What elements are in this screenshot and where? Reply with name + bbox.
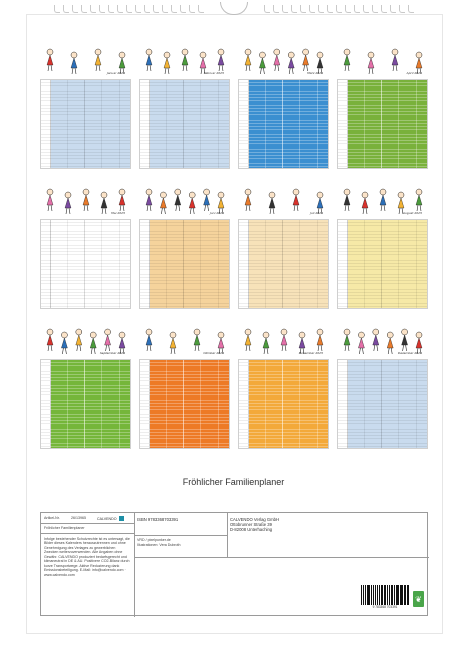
- spiral-ring: [273, 5, 279, 13]
- figure-body: [288, 58, 294, 68]
- figure-legs: [195, 345, 199, 351]
- figure-body: [90, 338, 96, 348]
- figure-body: [47, 195, 53, 205]
- figure-head: [175, 189, 181, 195]
- figure-head: [317, 192, 323, 198]
- spiral-ring: [399, 5, 405, 13]
- barcode-bar: [365, 585, 366, 605]
- figure-body: [358, 338, 364, 348]
- figure-body: [416, 195, 422, 205]
- spiral-ring: [117, 5, 123, 13]
- person-columns: [149, 80, 229, 168]
- spiral-ring: [171, 5, 177, 13]
- figure-legs: [147, 65, 151, 71]
- figure-body: [293, 195, 299, 205]
- spiral-ring: [81, 5, 87, 13]
- figure-body: [392, 55, 398, 65]
- figure-legs: [48, 205, 52, 211]
- figure-body: [164, 58, 170, 68]
- person-columns: [149, 220, 229, 308]
- month-label: Oktober 2025: [203, 351, 224, 355]
- spiral-ring: [189, 5, 195, 13]
- figure-head: [380, 189, 386, 195]
- figure-head: [299, 332, 305, 338]
- planner-grid: [139, 79, 230, 169]
- figure-legs: [246, 345, 250, 351]
- figure-legs: [264, 348, 268, 354]
- figure-head: [189, 192, 195, 198]
- barcode-bar: [361, 585, 362, 605]
- figure-legs: [48, 65, 52, 71]
- spiral-ring: [309, 5, 315, 13]
- product-title: Fröhlicher Familienplaner: [44, 526, 85, 530]
- figure-body: [245, 55, 251, 65]
- figure-head: [146, 189, 152, 195]
- figure-head: [293, 189, 299, 195]
- barcode-bar: [405, 585, 406, 605]
- publisher-street: Ottobrunner Straße 39: [230, 522, 272, 527]
- month-grid: [40, 42, 428, 456]
- month-1: [40, 42, 131, 176]
- spiral-ring: [390, 5, 396, 13]
- barcode-bar: [367, 585, 368, 605]
- figure-head: [218, 49, 224, 55]
- figure-body: [101, 198, 107, 208]
- figure-legs: [147, 205, 151, 211]
- spiral-ring: [363, 5, 369, 13]
- month-label: Februar 2025: [203, 71, 224, 75]
- figure-legs: [289, 68, 293, 74]
- figure-legs: [246, 65, 250, 71]
- barcode-bar: [400, 585, 401, 605]
- spiral-ring: [300, 5, 306, 13]
- month-10: [139, 322, 230, 456]
- figure-body: [47, 55, 53, 65]
- figure-legs: [176, 205, 180, 211]
- figure-head: [119, 189, 125, 195]
- figure-body: [416, 338, 422, 348]
- figure-head: [358, 332, 364, 338]
- figure-legs: [345, 205, 349, 211]
- barcode-bar: [381, 585, 383, 605]
- person-columns: [347, 220, 427, 308]
- person-columns: [347, 360, 427, 448]
- figure-head: [245, 189, 251, 195]
- figure-body: [76, 335, 82, 345]
- person-columns: [248, 220, 328, 308]
- barcode-bar: [385, 585, 386, 605]
- photo-credit: VRD / pixelpunker.de: [137, 538, 171, 542]
- figure-head: [344, 189, 350, 195]
- month-11: [238, 322, 329, 456]
- figure-head: [303, 49, 309, 55]
- month-label: August 2025: [402, 211, 422, 215]
- barcode-bar: [389, 585, 390, 605]
- figure-legs: [183, 65, 187, 71]
- figure-head: [119, 52, 125, 58]
- figure-legs: [345, 65, 349, 71]
- figure-body: [119, 338, 125, 348]
- figure-head: [71, 52, 77, 58]
- month-label: Juli 2025: [309, 211, 323, 215]
- spiral-ring: [126, 5, 132, 13]
- month-2: [139, 42, 230, 176]
- spiral-ring: [336, 5, 342, 13]
- spiral-ring: [327, 5, 333, 13]
- figure-legs: [171, 348, 175, 354]
- month-3: [238, 42, 329, 176]
- person-columns: [248, 360, 328, 448]
- figure-body: [119, 58, 125, 68]
- figure-body: [175, 195, 181, 205]
- spiral-ring: [318, 5, 324, 13]
- month-label: Juni 2025: [209, 211, 224, 215]
- barcode-bar: [397, 585, 398, 605]
- figure-head: [101, 192, 107, 198]
- figure-body: [398, 198, 404, 208]
- figure-body: [160, 198, 166, 208]
- figure-legs: [190, 208, 194, 214]
- figure-body: [259, 58, 265, 68]
- spiral-ring: [282, 5, 288, 13]
- month-label: Dezember 2025: [397, 351, 422, 355]
- figure-body: [245, 195, 251, 205]
- figure-head: [269, 192, 275, 198]
- figure-body: [416, 58, 422, 68]
- isbn: ISBN 9783368703391: [137, 517, 179, 522]
- spiral-ring: [144, 5, 150, 13]
- planner-grid: [337, 359, 428, 449]
- month-7: [238, 182, 329, 316]
- planner-grid: [40, 219, 131, 309]
- figure-body: [368, 58, 374, 68]
- publisher-city: D-82008 Unterhaching: [230, 527, 273, 532]
- month-label: April 2025: [406, 71, 422, 75]
- figure-head: [47, 329, 53, 335]
- figure-body: [362, 198, 368, 208]
- barcode-number: 9 783368 703391: [372, 605, 398, 609]
- figure-body: [182, 55, 188, 65]
- figure-head: [105, 329, 111, 335]
- person-columns: [347, 80, 427, 168]
- figure-body: [146, 195, 152, 205]
- figure-body: [105, 335, 111, 345]
- figure-head: [95, 49, 101, 55]
- spiral-ring: [63, 5, 69, 13]
- illustration-credit: Illustrationen: Vera Dubroth: [137, 543, 181, 547]
- spiral-ring: [135, 5, 141, 13]
- figure-head: [288, 52, 294, 58]
- figure-body: [344, 195, 350, 205]
- figure-legs: [62, 348, 66, 354]
- figure-legs: [77, 345, 81, 351]
- figure-head: [344, 49, 350, 55]
- figure-legs: [102, 208, 106, 214]
- figure-head: [387, 332, 393, 338]
- barcode-bar: [363, 585, 364, 605]
- figure-body: [387, 338, 393, 348]
- figure-head: [146, 49, 152, 55]
- publisher-name: CALVENDO Verlag GmbH: [230, 517, 280, 522]
- barcode-bar: [407, 585, 409, 605]
- figure-head: [344, 329, 350, 335]
- figure-head: [76, 329, 82, 335]
- person-columns: [50, 80, 130, 168]
- figure-legs: [270, 208, 274, 214]
- planner-grid: [40, 359, 131, 449]
- figure-body: [344, 55, 350, 65]
- figure-body: [373, 335, 379, 345]
- month-label: Januar 2025: [106, 71, 125, 75]
- person-columns: [50, 360, 130, 448]
- figure-legs: [282, 345, 286, 351]
- logo-mark-icon: [119, 516, 124, 521]
- figure-body: [269, 198, 275, 208]
- info-box: [40, 512, 428, 616]
- legal-text: Infolge bestehender Schutzrechte ist es untersagt, die Bilder dieses Kalenders herauszutrennen und ohne Genehmigung des Verlages zu gewerblichen Zwecken weiterzuverwenden. Alle Angaben ohne Gewähr. CALVENDO produziert bedarfsgerecht und klimaneutral in DE & AU. Positivere CO2-Bilanz durch kurze Transportwege. Aktive Reduzierung dank Emissionsbeteiligung. E-Mail: info@calvendo.com · www.calvendo.com: [44, 537, 130, 577]
- figure-body: [65, 198, 71, 208]
- figure-body: [95, 55, 101, 65]
- planner-grid: [139, 219, 230, 309]
- figure-body: [146, 55, 152, 65]
- planner-grid: [337, 79, 428, 169]
- figure-head: [200, 52, 206, 58]
- barcode-bar: [368, 585, 370, 605]
- month-12: [337, 322, 428, 456]
- barcode-bar: [404, 585, 405, 605]
- figure-legs: [393, 65, 397, 71]
- figure-body: [263, 338, 269, 348]
- month-8: [337, 182, 428, 316]
- figure-head: [47, 49, 53, 55]
- figure-body: [317, 58, 323, 68]
- figure-head: [65, 192, 71, 198]
- figure-legs: [381, 205, 385, 211]
- figure-head: [317, 329, 323, 335]
- figure-legs: [363, 208, 367, 214]
- figure-legs: [345, 345, 349, 351]
- spiral-ring: [90, 5, 96, 13]
- spiral-ring: [180, 5, 186, 13]
- month-6: [139, 182, 230, 316]
- spiral-ring: [54, 5, 60, 13]
- month-5: [40, 182, 131, 316]
- figure-head: [317, 52, 323, 58]
- figure-head: [416, 189, 422, 195]
- figure-head: [402, 329, 408, 335]
- spiral-binding: [54, 2, 413, 18]
- spiral-ring: [153, 5, 159, 13]
- spiral-ring: [345, 5, 351, 13]
- figure-head: [274, 49, 280, 55]
- month-label: September 2025: [99, 351, 125, 355]
- figure-head: [182, 49, 188, 55]
- barcode-bar: [387, 585, 388, 605]
- figure-body: [303, 55, 309, 65]
- figure-head: [368, 52, 374, 58]
- spiral-ring: [162, 5, 168, 13]
- figure-body: [402, 335, 408, 345]
- figure-head: [362, 192, 368, 198]
- figure-legs: [161, 208, 165, 214]
- figure-legs: [48, 345, 52, 351]
- figure-legs: [359, 348, 363, 354]
- figure-body: [218, 55, 224, 65]
- figure-head: [398, 192, 404, 198]
- figure-head: [392, 49, 398, 55]
- spiral-ring: [372, 5, 378, 13]
- figure-head: [218, 332, 224, 338]
- figure-head: [83, 189, 89, 195]
- figure-body: [204, 195, 210, 205]
- figure-body: [119, 195, 125, 205]
- figure-legs: [147, 345, 151, 351]
- spiral-ring: [381, 5, 387, 13]
- figure-legs: [84, 205, 88, 211]
- figure-body: [380, 195, 386, 205]
- person-columns: [149, 360, 229, 448]
- figure-head: [218, 192, 224, 198]
- figure-body: [83, 195, 89, 205]
- month-label: März 2025: [307, 71, 323, 75]
- figure-head: [90, 332, 96, 338]
- figure-head: [194, 329, 200, 335]
- eco-leaf-icon: ❦: [413, 591, 424, 607]
- barcode-bar: [384, 585, 385, 605]
- figure-head: [416, 52, 422, 58]
- article-number: 26/13965: [71, 516, 86, 520]
- figure-legs: [260, 68, 264, 74]
- figure-body: [146, 335, 152, 345]
- figure-head: [245, 329, 251, 335]
- hanger-icon: [220, 2, 248, 15]
- figure-body: [245, 335, 251, 345]
- planner-grid: [337, 219, 428, 309]
- planner-grid: [238, 79, 329, 169]
- figure-body: [170, 338, 176, 348]
- spiral-ring: [264, 5, 270, 13]
- month-label: November 2025: [298, 351, 323, 355]
- figure-legs: [275, 65, 279, 71]
- spiral-ring: [291, 5, 297, 13]
- barcode-bar: [396, 585, 397, 605]
- figure-body: [344, 335, 350, 345]
- article-label: Artikel-Nr.: [44, 516, 60, 520]
- figure-head: [160, 192, 166, 198]
- figure-legs: [96, 65, 100, 71]
- figure-head: [61, 332, 67, 338]
- figure-body: [218, 338, 224, 348]
- figure-legs: [205, 205, 209, 211]
- barcode-bar: [377, 585, 378, 605]
- figure-head: [146, 329, 152, 335]
- spiral-ring: [72, 5, 78, 13]
- figure-body: [317, 198, 323, 208]
- figure-legs: [374, 345, 378, 351]
- month-9: [40, 322, 131, 456]
- figure-head: [263, 332, 269, 338]
- spiral-ring: [354, 5, 360, 13]
- figure-legs: [91, 348, 95, 354]
- figure-head: [119, 332, 125, 338]
- figure-legs: [66, 208, 70, 214]
- figure-head: [164, 52, 170, 58]
- barcode-bar: [375, 585, 376, 605]
- figure-body: [189, 198, 195, 208]
- figure-body: [71, 58, 77, 68]
- planner-grid: [238, 219, 329, 309]
- figure-body: [194, 335, 200, 345]
- figure-legs: [246, 205, 250, 211]
- month-4: [337, 42, 428, 176]
- barcode-bar: [379, 585, 380, 605]
- barcode: [361, 585, 409, 611]
- person-columns: [50, 220, 130, 308]
- spiral-ring: [99, 5, 105, 13]
- figure-body: [299, 338, 305, 348]
- barcode-bar: [391, 585, 393, 605]
- figure-body: [47, 335, 53, 345]
- figure-body: [61, 338, 67, 348]
- figure-head: [245, 49, 251, 55]
- figure-body: [274, 55, 280, 65]
- figure-head: [204, 189, 210, 195]
- figure-body: [200, 58, 206, 68]
- barcode-bar: [371, 585, 372, 605]
- barcode-bar: [394, 585, 395, 605]
- publisher-logo: CALVENDO: [97, 515, 129, 522]
- barcode-bar: [401, 585, 402, 605]
- figure-head: [416, 332, 422, 338]
- spiral-ring: [198, 5, 204, 13]
- figure-head: [259, 52, 265, 58]
- spiral-ring: [408, 5, 414, 13]
- figure-legs: [369, 68, 373, 74]
- figure-legs: [72, 68, 76, 74]
- figure-head: [373, 329, 379, 335]
- figure-legs: [294, 205, 298, 211]
- figure-head: [47, 189, 53, 195]
- planner-grid: [139, 359, 230, 449]
- figure-legs: [388, 348, 392, 354]
- figure-head: [281, 329, 287, 335]
- spiral-ring: [108, 5, 114, 13]
- figure-body: [317, 335, 323, 345]
- person-columns: [248, 80, 328, 168]
- calendar-title: Fröhlicher Familienplaner: [182, 477, 285, 487]
- planner-grid: [238, 359, 329, 449]
- planner-grid: [40, 79, 131, 169]
- figure-body: [281, 335, 287, 345]
- figure-body: [218, 198, 224, 208]
- barcode-bar: [373, 585, 374, 605]
- figure-legs: [165, 68, 169, 74]
- month-label: Mai 2025: [111, 211, 125, 215]
- figure-head: [170, 332, 176, 338]
